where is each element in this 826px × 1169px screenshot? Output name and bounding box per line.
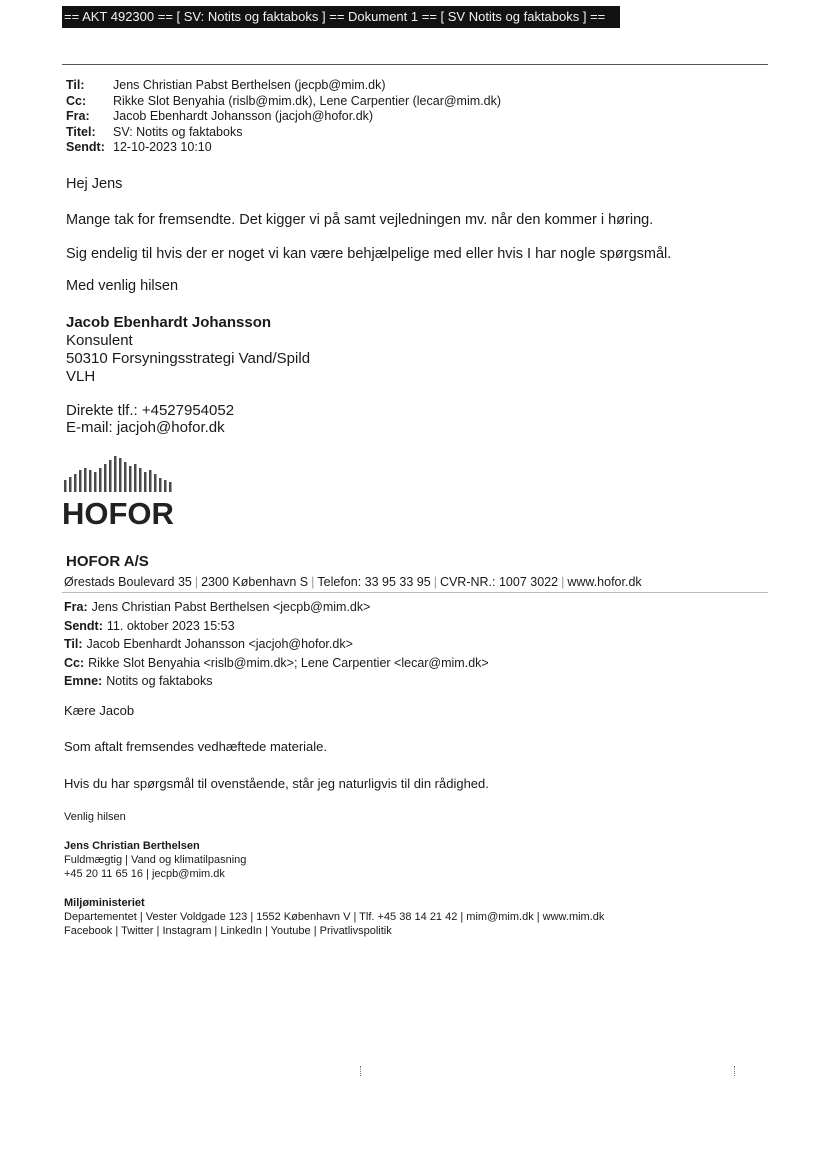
header-label: Cc:	[66, 93, 87, 108]
email-paragraph: Sig endelig til hvis der er noget vi kan være behjælpelige med eller hvis I har nogle spørgsmål.	[66, 246, 672, 262]
header-label: Titel:	[66, 124, 96, 139]
forwarded-headers	[64, 598, 489, 691]
fwd-org-social: Facebook | Twitter | Instagram | LinkedIn | Youtube | Privatlivspolitik	[64, 925, 392, 937]
fwd-org-address: Departementet | Vester Voldgade 123 | 1552 København V | Tlf. +45 38 14 21 42 | mim@mim.dk | www.mim.dk	[64, 911, 605, 923]
header-label: Fra:	[64, 600, 88, 614]
forward-divider	[62, 592, 768, 593]
fwd-header-from	[64, 598, 489, 617]
header-value: 11. oktober 2023 15:53	[106, 618, 235, 633]
header-value: Jacob Ebenhardt Johansson <jacjoh@hofor.dk>	[86, 637, 353, 651]
signature-department: 50310 Forsyningsstrategi Vand/Spild	[66, 350, 311, 367]
header-label: Cc:	[64, 655, 85, 670]
header-label: Emne:	[64, 674, 103, 688]
signature-email: E-mail: jacjoh@hofor.dk	[66, 419, 225, 436]
header-value: Rikke Slot Benyahia <rislb@mim.dk>; Lene Carpentier <lecar@mim.dk>	[88, 655, 489, 670]
header-label: Til:	[66, 78, 85, 92]
header-to	[66, 78, 501, 94]
company-name: HOFOR A/S	[66, 553, 149, 570]
fwd-signature-title: Fuldmægtig | Vand og klimatilpasning	[64, 854, 247, 866]
email-paragraph: Mange tak for fremsendte. Det kigger vi på samt vejledningen mv. når den kommer i høring.	[66, 212, 654, 228]
scan-speck	[734, 1066, 737, 1076]
header-value: Jacob Ebenhardt Johansson (jacjoh@hofor.dk)	[113, 109, 374, 123]
fwd-closing: Venlig hilsen	[64, 811, 126, 823]
header-label: Til:	[64, 637, 83, 651]
hofor-logo-text: HOFOR	[62, 496, 174, 528]
fwd-paragraph: Som aftalt fremsendes vedhæftede materiale.	[64, 739, 328, 754]
address-phone: Telefon: 33 95 33 95	[317, 575, 431, 589]
email-greeting: Hej Jens	[66, 176, 123, 192]
header-from	[66, 109, 501, 125]
email-closing: Med venlig hilsen	[66, 278, 179, 294]
fwd-header-to	[64, 635, 489, 654]
signature-name: Jacob Ebenhardt Johansson	[66, 314, 272, 331]
document-banner: == AKT 492300 == [ SV: Notits og faktaboks ] == Dokument 1 == [ SV Notits og faktaboks ] ==	[62, 6, 620, 28]
header-sent	[66, 140, 501, 156]
signature-unit: VLH	[66, 368, 96, 385]
fwd-org-name: Miljøministeriet	[64, 897, 145, 909]
signature-block	[66, 314, 310, 386]
header-value: Jens Christian Pabst Berthelsen <jecpb@mim.dk>	[91, 600, 371, 614]
fwd-header-cc	[64, 654, 489, 673]
header-label: Sendt:	[64, 618, 103, 633]
signature-phone: Direkte tlf.: +4527954052	[66, 402, 235, 419]
header-label: Fra:	[66, 109, 90, 123]
address-cvr: CVR-NR.: 1007 3022	[439, 575, 559, 589]
fwd-signature-name: Jens Christian Berthelsen	[64, 840, 200, 852]
header-value: Jens Christian Pabst Berthelsen (jecpb@mim.dk)	[113, 78, 386, 92]
email-headers	[66, 78, 501, 156]
header-value: 12-10-2023 10:10	[113, 140, 212, 154]
fwd-signature-contact: +45 20 11 65 16 | jecpb@mim.dk	[64, 868, 225, 880]
scan-speck	[360, 1066, 363, 1076]
header-title	[66, 125, 501, 141]
header-cc	[66, 94, 501, 110]
header-value: SV: Notits og faktaboks	[113, 124, 243, 139]
address-street: Ørestads Boulevard 35	[64, 575, 192, 589]
address-city: 2300 København S	[201, 575, 309, 589]
header-value: Rikke Slot Benyahia (rislb@mim.dk), Lene Carpentier (lecar@mim.dk)	[113, 93, 501, 108]
signature-title: Konsulent	[66, 332, 133, 349]
header-value: Notits og faktaboks	[106, 674, 213, 688]
header-label: Sendt:	[66, 140, 105, 154]
fwd-header-subject	[64, 672, 489, 691]
signature-contact	[66, 402, 234, 436]
fwd-paragraph: Hvis du har spørgsmål til ovenstående, står jeg naturligvis til din rådighed.	[64, 776, 489, 791]
hofor-logo	[62, 452, 182, 528]
fwd-header-sent	[64, 617, 489, 636]
address-website: www.hofor.dk	[567, 575, 642, 589]
fwd-org-block	[64, 896, 604, 938]
hofor-logo-bars-icon	[64, 456, 172, 492]
fwd-greeting: Kære Jacob	[64, 703, 135, 718]
header-divider	[62, 64, 768, 65]
fwd-signature	[64, 839, 246, 881]
company-address: Ørestads Boulevard 35 | 2300 København S | Telefon: 33 95 33 95 | CVR-NR.: 1007 3022 | www.hofor.dk	[64, 575, 642, 589]
